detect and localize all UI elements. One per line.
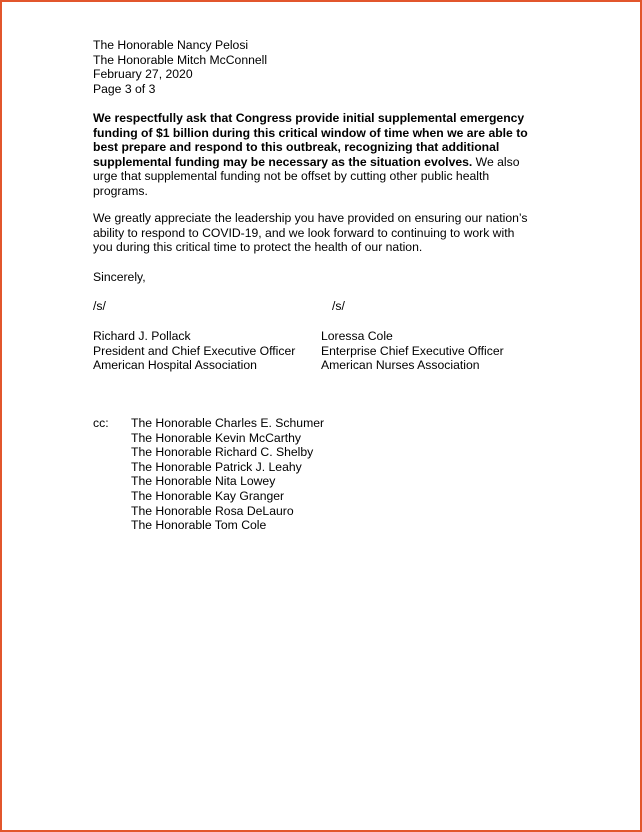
paragraph-line: [93, 140, 563, 155]
appreciation-paragraph: [93, 211, 563, 255]
cc-label: cc:: [93, 416, 109, 430]
bold-text: supplemental funding may be necessary as the situation evolves.: [93, 154, 473, 169]
bold-text: funding of $1 billion during this critical window of time when we are able to: [93, 125, 528, 140]
signer-right-name: Loressa Cole: [321, 329, 393, 343]
letter-date: February 27, 2020: [93, 67, 193, 82]
cc-name: The Honorable Patrick J. Leahy: [131, 459, 302, 474]
bold-text: We respectfully ask that Congress provide initial supplemental emergency: [93, 111, 525, 125]
signer-left-name: Richard J. Pollack: [93, 329, 191, 343]
page-number: Page 3 of 3: [93, 81, 156, 96]
cc-name: The Honorable Richard C. Shelby: [131, 445, 314, 460]
cc-name: The Honorable Rosa DeLauro: [131, 503, 294, 518]
signer-right-org: American Nurses Association: [321, 358, 480, 373]
paragraph-line: [93, 169, 563, 184]
normal-text: urge that supplemental funding not be offset by cutting other public health: [93, 169, 490, 184]
cc-name: The Honorable Charles E. Schumer: [131, 416, 325, 430]
request-paragraph: [93, 111, 563, 199]
closing: Sincerely,: [93, 270, 146, 284]
recipient-2: The Honorable Mitch McConnell: [93, 52, 268, 67]
signer-left-org: American Hospital Association: [93, 358, 257, 373]
cc-name: The Honorable Nita Lowey: [131, 474, 276, 489]
paragraph-line: [93, 184, 563, 199]
normal-text: programs.: [93, 183, 148, 198]
signature-mark-right: /s/: [332, 299, 345, 313]
bold-text: best prepare and respond to this outbreak, recognizing that additional: [93, 140, 500, 155]
normal-text: We also: [472, 154, 520, 169]
paragraph-line: ability to respond to COVID-19, and we look forward to continuing to work with: [93, 225, 515, 240]
cc-list: [131, 416, 324, 533]
cc-name: The Honorable Kay Granger: [131, 488, 285, 503]
paragraph-line: [93, 155, 563, 170]
paragraph-line: [93, 126, 563, 141]
cc-name: The Honorable Tom Cole: [131, 518, 267, 533]
signer-right-title: Enterprise Chief Executive Officer: [321, 343, 504, 358]
paragraph-line: you during this critical time to protect the health of our nation.: [93, 240, 423, 255]
paragraph-line: We greatly appreciate the leadership you have provided on ensuring our nation’s: [93, 211, 528, 225]
cc-name: The Honorable Kevin McCarthy: [131, 430, 302, 445]
signer-left-title: President and Chief Executive Officer: [93, 343, 296, 358]
recipient-1: The Honorable Nancy Pelosi: [93, 38, 249, 52]
signature-mark-left: /s/: [93, 299, 106, 313]
paragraph-line: [93, 111, 563, 126]
